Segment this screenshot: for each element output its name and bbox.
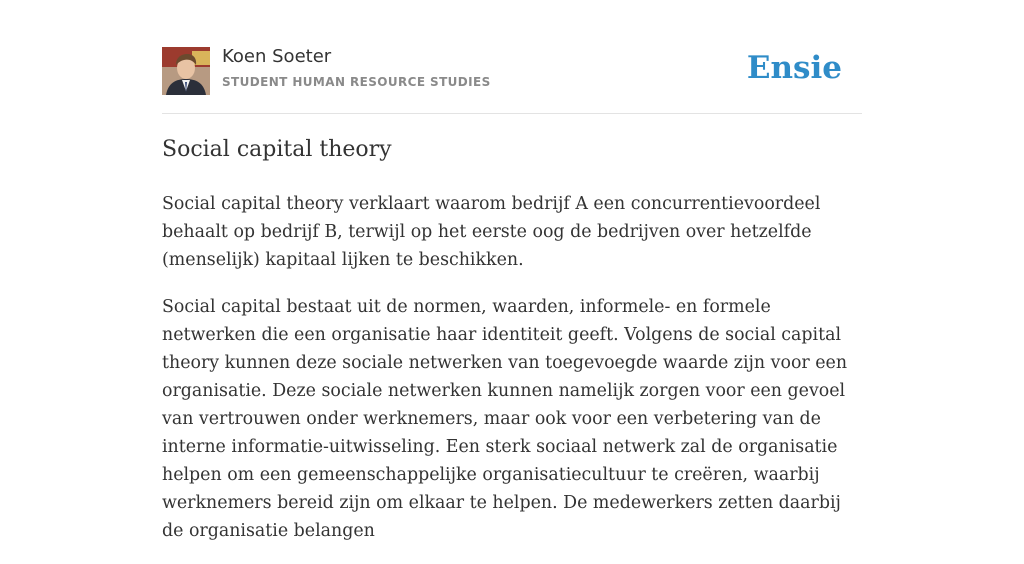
person-portrait-icon: [162, 47, 210, 95]
author-name[interactable]: Koen Soeter: [222, 46, 332, 67]
article-paragraph-1: Social capital theory verklaart waarom bedrijf A een concurrentievoordeel behaalt op bedrijf B, terwijl op het eerste oog de bedrijven over hetzelfde (menselijk) kapitaal lijken te beschikken.: [162, 194, 821, 270]
article-paragraph-2: Social capital bestaat uit de normen, waarden, informele- en formele netwerken die een organisatie haar identiteit geeft. Volgens de social capital theory kunnen deze sociale netwerken van toegevoegde waarde zijn voor een organisatie. Deze sociale netwerken kunnen namelijk zorgen voor een gevoel van vertrouwen onder werknemers, maar ook voor een verbetering van de interne informatie-uitwisseling. Een sterk sociaal netwerk zal de organisatie helpen om een gemeenschappelijke organisatiecultuur te creëren, waarbij werknemers bereid zijn om elkaar te helpen. De medewerkers zetten daarbij de organisatie belangen: [162, 297, 848, 541]
author-header: [162, 46, 862, 96]
ensie-logo[interactable]: Ensie: [746, 50, 842, 86]
header-divider: [162, 113, 862, 114]
author-role: STUDENT HUMAN RESOURCE STUDIES: [222, 75, 491, 89]
article-body: [162, 190, 862, 564]
avatar[interactable]: [162, 47, 210, 95]
page-title: Social capital theory: [162, 137, 392, 162]
